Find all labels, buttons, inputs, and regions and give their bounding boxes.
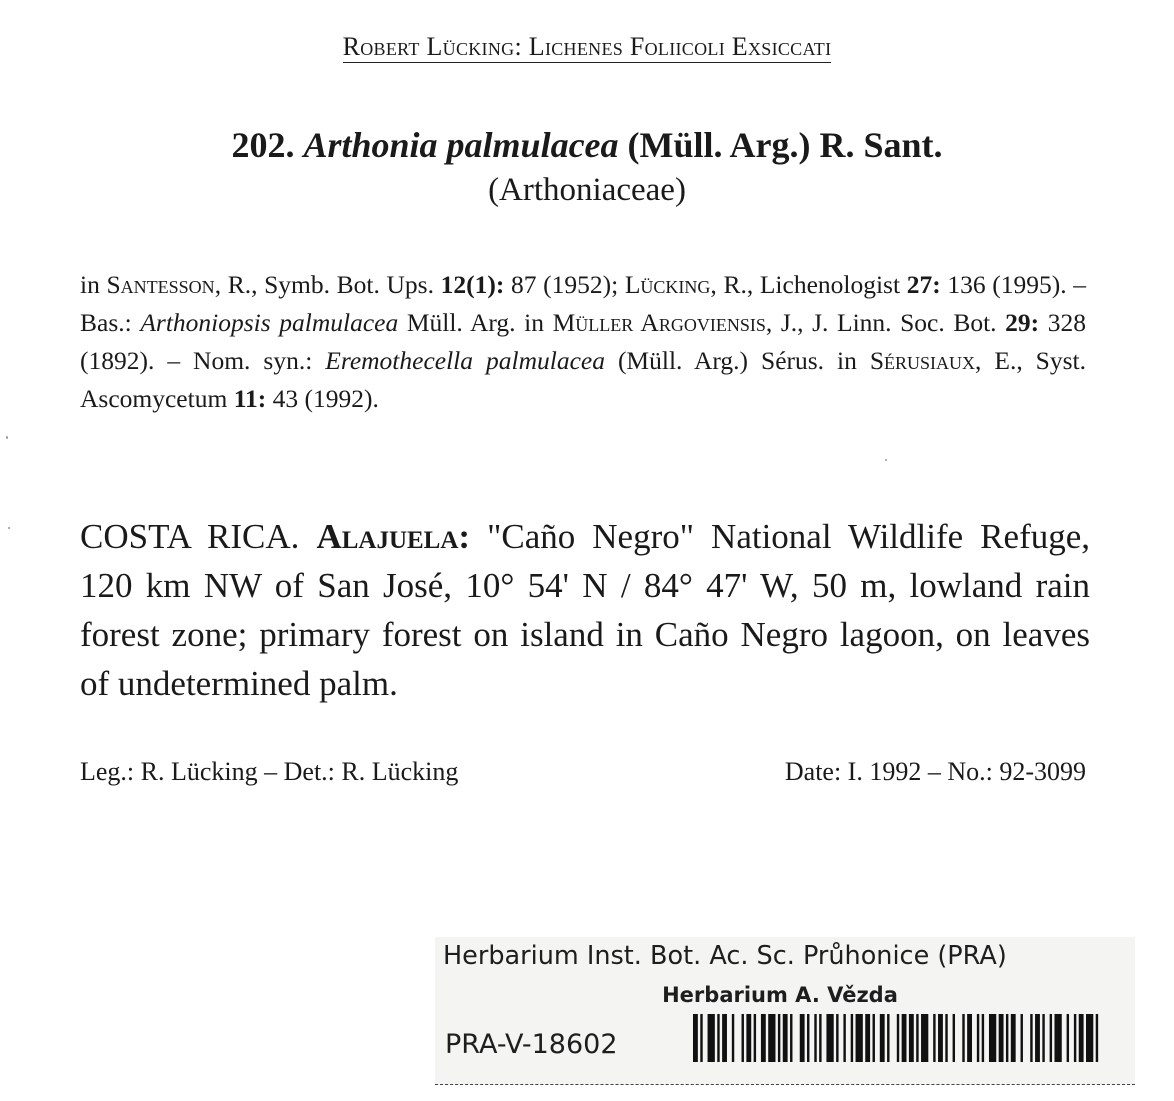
barcode-bar	[836, 1014, 838, 1062]
species-heading	[0, 124, 1174, 166]
barcode-bar	[902, 1014, 907, 1062]
barcode-bar	[778, 1014, 780, 1062]
paper-speck	[885, 459, 887, 461]
barcode-bar	[722, 1014, 727, 1062]
barcode-bar	[1096, 1014, 1098, 1062]
locality-text: "Caño Negro" National Wildlife Refuge, 120 km NW of San José, 10° 54' N / 84° 47' W, 50 m, lowland rain forest zone; primary forest on island in Caño Negro lagoon, on leaves of undetermined palm.	[80, 517, 1091, 703]
barcode-bar	[851, 1014, 853, 1062]
barcode-bar	[1074, 1014, 1076, 1062]
series-title: Robert Lücking: Lichenes Foliicoli Exsiccati	[342, 32, 832, 61]
barcode-bar	[693, 1014, 698, 1062]
barcode-bar	[977, 1014, 979, 1062]
barcode-bar	[843, 1014, 845, 1062]
barcode-bar	[732, 1014, 734, 1062]
barcode-bar	[1054, 1014, 1061, 1062]
family-name: (Arthoniaceae)	[488, 172, 686, 208]
nomenclature-references: in Santesson, R., Symb. Bot. Ups. 12(1): 87 (1952); Lücking, R., Lichenologist 27: 136 (1995). – Bas.: Arthoniopsis palmulacea Müll. Arg. in Müller Argoviensis, J., J. Linn. Soc. Bot. 29: 328 (1892). – Nom. syn.: Eremothecella palmulacea (Müll. Arg.) Sérus. in Sérusiaux, E., Syst. Ascomycetum 11: 43 (1992).	[80, 270, 1087, 413]
barcode-bar	[768, 1014, 775, 1062]
barcode-bar	[921, 1014, 928, 1062]
barcode-bar	[807, 1014, 809, 1062]
barcode-bar	[1086, 1014, 1093, 1062]
country: COSTA RICA.	[80, 517, 300, 556]
barcode-bar	[1067, 1014, 1069, 1062]
barcode-bar	[989, 1014, 996, 1062]
barcode-bar	[814, 1014, 816, 1062]
barcode-bar	[700, 1014, 702, 1062]
barcode-bar	[819, 1014, 821, 1062]
exsiccata-number: 202.	[231, 125, 295, 165]
barcode-bar	[999, 1014, 1004, 1062]
barcode-bar	[826, 1014, 833, 1062]
paper-speck	[8, 527, 10, 529]
barcode-bar	[856, 1014, 863, 1062]
species-authority: (Müll. Arg.) R. Sant.	[627, 125, 943, 165]
barcode-icon	[693, 1014, 1103, 1062]
barcode-bar	[1011, 1014, 1016, 1062]
barcode-bar	[783, 1014, 788, 1062]
barcode-bar	[945, 1014, 947, 1062]
barcode-bar	[938, 1014, 943, 1062]
province: Alajuela:	[316, 517, 471, 556]
barcode-bar	[953, 1014, 955, 1062]
barcode-bar	[865, 1014, 870, 1062]
institution-name: Herbarium Inst. Bot. Ac. Sc. Průhonice (PRA)	[443, 941, 1007, 971]
barcode-bar	[967, 1014, 972, 1062]
barcode-bar	[873, 1014, 875, 1062]
barcode-bar	[746, 1014, 751, 1062]
barcode-bar	[1021, 1014, 1023, 1062]
barcode-bar	[962, 1014, 964, 1062]
barcode-bar	[1006, 1014, 1008, 1062]
barcode-bar	[1042, 1014, 1044, 1062]
barcode-bar	[761, 1014, 766, 1062]
specimen-id: PRA-V-18602	[445, 1029, 618, 1060]
barcode-bar	[897, 1014, 899, 1062]
barcode-bar	[742, 1014, 744, 1062]
barcode-bar	[1030, 1014, 1032, 1062]
herbarium-name: Herbarium A. Vězda	[662, 983, 898, 1007]
paper-speck	[6, 436, 8, 439]
species-name: Arthonia palmulacea	[303, 125, 619, 165]
barcode-bar	[1035, 1014, 1040, 1062]
herbarium-barcode-stamp	[435, 937, 1135, 1085]
collection-info	[80, 757, 1086, 787]
barcode-bar	[880, 1014, 885, 1062]
barcode-bar	[982, 1014, 984, 1062]
barcode-bar	[717, 1014, 719, 1062]
locality-description	[80, 512, 1090, 708]
collector-determiner: Leg.: R. Lücking – Det.: R. Lücking	[80, 757, 459, 786]
date-and-number: Date: I. 1992 – No.: 92-3099	[784, 757, 1086, 786]
barcode-bar	[933, 1014, 935, 1062]
barcode-bar	[909, 1014, 914, 1062]
barcode-bar	[754, 1014, 756, 1062]
barcode-bar	[790, 1014, 792, 1062]
barcode-bar	[708, 1014, 715, 1062]
barcode-bar	[1079, 1014, 1084, 1062]
barcode-bar	[916, 1014, 918, 1062]
barcode-bar	[800, 1014, 805, 1062]
barcode-bar	[1050, 1014, 1052, 1062]
barcode-bar	[887, 1014, 889, 1062]
